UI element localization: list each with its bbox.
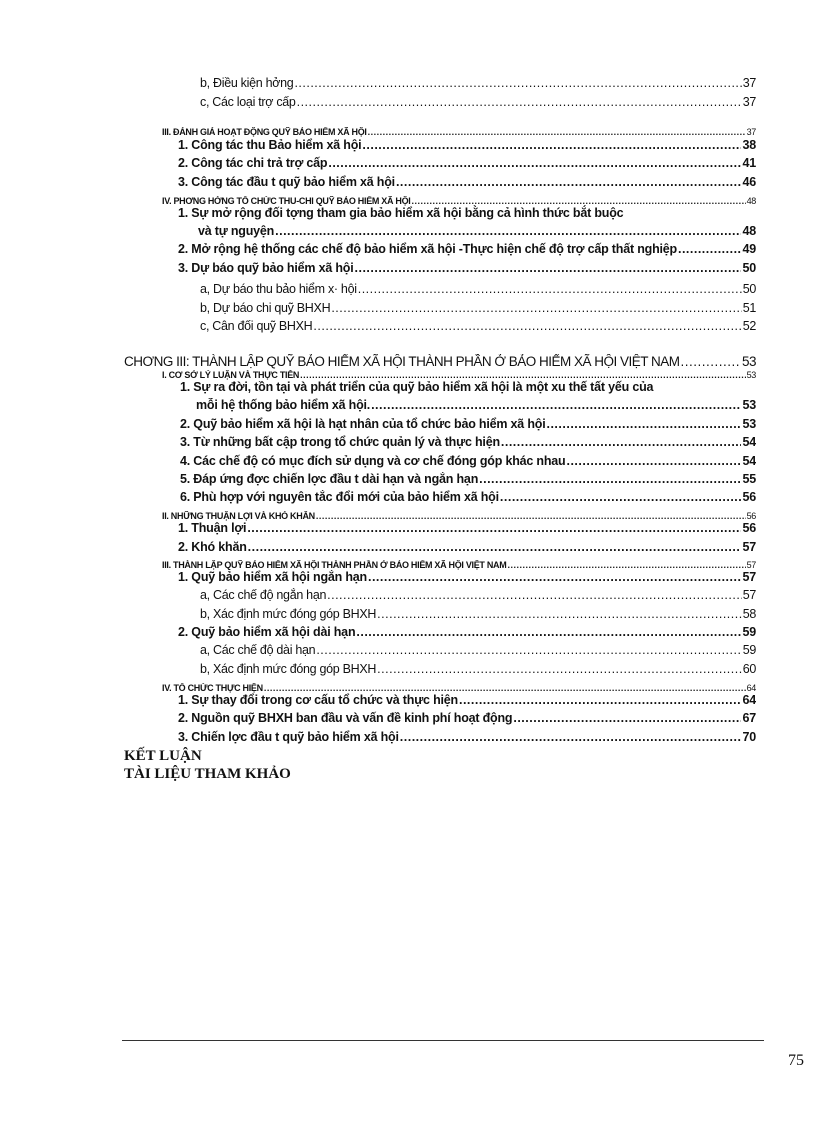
toc-entry[interactable]: 1. Sự thay đổi trong cơ cấu tổ chức và thực hiện ..... 64	[178, 693, 756, 707]
toc-entry[interactable]: 5. Đáp ứng đợc chiến lợc đầu t dài hạn và ngắn hạn ..... 55	[180, 472, 756, 486]
toc-entry[interactable]: 3. Chiến lợc đầu t quỹ bảo hiểm xã hội ..... 70	[178, 730, 756, 744]
toc-entry[interactable]: 6. Phù hợp với nguyên tắc đổi mới của bảo hiểm xã hội ..... 56	[180, 490, 756, 504]
footer-divider	[122, 1040, 764, 1041]
toc-entry[interactable]: 2. Quỹ bảo hiểm xã hội là hạt nhân của tổ chức bảo hiểm xã hội ..... 53	[180, 417, 756, 431]
toc-entry[interactable]: mỗi hệ thống bảo hiểm xã hội. ..... 53	[196, 398, 756, 412]
toc-section[interactable]: I. CƠ SỞ LÝ LUẬN VÀ THỰC TIỄN ..... 53	[162, 370, 756, 380]
toc-entry-line[interactable]: 1. Sự ra đời, tồn tại và phát triển của quỹ bảo hiểm xã hội là một xu thế tất yếu của	[180, 380, 654, 394]
toc-chapter[interactable]: CHƠNG III: THÀNH LẬP QUỸ BẢO HIỂM XÃ HỘI THÀNH PHẦN Ở BẢO HIỂM XÃ HỘI VIỆT NAM ..... 53	[124, 354, 756, 369]
toc-section[interactable]: III. ĐÁNH GIÁ HOẠT ĐỘNG QUỸ BẢO HIỂM XÃ HỘI ..... 37	[162, 127, 756, 137]
toc-entry-line[interactable]: 1. Sự mở rộng đối tợng tham gia bảo hiểm xã hội bằng cả hình thức bắt buộc	[178, 206, 624, 220]
toc-entry[interactable]: 1. Thuận lợi ..... 56	[178, 521, 756, 535]
toc-entry[interactable]: a, Các chế độ ngắn hạn ..... 57	[200, 588, 756, 602]
toc-entry[interactable]: b, Điều kiện hởng ..... 37	[200, 76, 756, 90]
toc-entry[interactable]: 3. Từ những bất cập trong tổ chức quản lý và thực hiện ..... 54	[180, 435, 756, 449]
toc-entry[interactable]: 2. Quỹ bảo hiểm xã hội dài hạn ..... 59	[178, 625, 756, 639]
toc-entry[interactable]: 2. Nguồn quỹ BHXH ban đầu và vấn đề kinh phí hoạt động ..... 67	[178, 711, 756, 725]
toc-entry[interactable]: 1. Công tác thu Bảo hiểm xã hội ..... 38	[178, 138, 756, 152]
toc-entry[interactable]: b, Xác định mức đóng góp BHXH ..... 60	[200, 662, 756, 676]
toc-entry[interactable]: 2. Mở rộng hệ thống các chế độ bảo hiểm xã hội -Thực hiện chế độ trợ cấp thất nghiệp ..... 49	[178, 242, 756, 256]
toc-entry[interactable]: 3. Công tác đầu t quỹ bảo hiểm xã hội ..... 46	[178, 175, 756, 189]
toc-entry[interactable]: c, Cân đối quỹ BHXH ..... 52	[200, 319, 756, 333]
page-number: 75	[788, 1052, 804, 1069]
toc-section[interactable]: II. NHỮNG THUẬN LỢI VÀ KHÓ KHĂN ..... 56	[162, 511, 756, 521]
toc-section[interactable]: III. THÀNH LẬP QUỸ BẢO HIỂM XÃ HỘI THÀNH PHẦN Ở BẢO HIỂM XÃ HỘI VIỆT NAM ..... 57	[162, 560, 756, 570]
toc-references[interactable]: TÀI LIỆU THAM KHẢO	[124, 766, 291, 782]
toc-section[interactable]: IV. PHƠNG HỚNG TỔ CHỨC THU-CHI QUỸ BẢO HIỂM XÃ HỘI ..... 48	[162, 196, 756, 206]
toc-entry[interactable]: và tự nguyện ..... 48	[198, 224, 756, 238]
toc-entry[interactable]: c, Các loại trợ cấp ..... 37	[200, 95, 756, 109]
toc-entry[interactable]: 2. Công tác chi trả trợ cấp ..... 41	[178, 156, 756, 170]
toc-entry[interactable]: b, Xác định mức đóng góp BHXH ..... 58	[200, 607, 756, 621]
toc-entry[interactable]: b, Dự báo chi quỹ BHXH ..... 51	[200, 301, 756, 315]
toc-entry[interactable]: a, Dự báo thu bảo hiểm x· hội ..... 50	[200, 282, 756, 296]
toc-section[interactable]: IV. TỔ CHỨC THỰC HIỆN ..... 64	[162, 683, 756, 693]
toc-entry[interactable]: 4. Các chế độ có mục đích sử dụng và cơ chế đóng góp khác nhau ..... 54	[180, 454, 756, 468]
toc-entry[interactable]: 2. Khó khăn ..... 57	[178, 540, 756, 554]
toc-conclusion[interactable]: KẾT LUẬN	[124, 748, 202, 764]
toc-entry[interactable]: 1. Quỹ bảo hiểm xã hội ngắn hạn ..... 57	[178, 570, 756, 584]
toc-entry[interactable]: 3. Dự báo quỹ bảo hiểm xã hội ..... 50	[178, 261, 756, 275]
toc-entry[interactable]: a, Các chế độ dài hạn ..... 59	[200, 643, 756, 657]
